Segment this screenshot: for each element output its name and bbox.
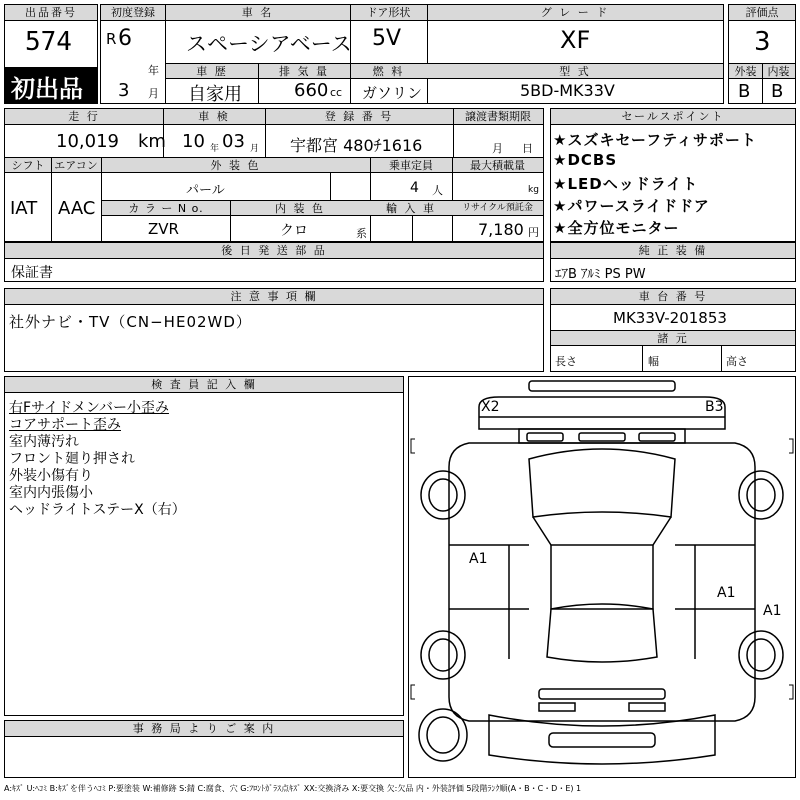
ext-label: 外装 [729, 64, 762, 79]
shift-value: IAT [10, 198, 38, 219]
transfer-day: 日 [522, 142, 533, 155]
recycle-value: 7,180 [478, 220, 524, 239]
disp-unit: cc [330, 86, 343, 99]
inspector-line: 室内薄汚れ [9, 434, 79, 450]
chassis-value: MK33V-201853 [613, 309, 727, 327]
inspector-box [4, 376, 404, 716]
mileage-label: 走 行 [5, 109, 163, 125]
later-parts-box [4, 242, 544, 282]
int-label: 内装 [762, 64, 795, 79]
inspection-year-unit: 年 [210, 144, 220, 154]
notes-label: 注 意 事 項 欄 [5, 289, 543, 305]
damage-mark: A1 [469, 551, 488, 567]
sales-point-item: ★全方位モニター [553, 219, 680, 237]
legend-text: A:ｷｽﾞ U:ﾍｺﾐ B:ｷｽﾞを伴うﾍｺﾐ P:要塗装 W:補修跡 S:錆 C:腐食、穴 G:ﾌﾛﾝﾄｶﾞﾗｽ点ｷｽﾞ XX:交換済み X:要交換 欠:欠品 内・外装評価 5段階ﾗﾝｸ順(A・B・C・D・E) 1 [4, 784, 582, 793]
plate-value: 宇都宮 480ﾁ1616 [290, 136, 423, 155]
shift-label: シフト [5, 158, 51, 173]
inspection-label: 車 検 [163, 109, 265, 125]
load-label: 最大積載量 [452, 158, 543, 173]
int-value: B [771, 81, 784, 102]
ext-value: B [738, 81, 751, 102]
sales-point-item: ★DCBS [553, 151, 618, 169]
car-outline-diagram [409, 377, 795, 777]
equipment-label: 純 正 装 備 [551, 243, 795, 259]
sales-points-label: セールスポイント [551, 109, 795, 125]
score-value: 3 [754, 27, 771, 57]
sales-point-item: ★スズキセーフティサポート [553, 131, 757, 149]
capacity-value: 4 [410, 180, 419, 196]
capacity-label: 乗車定員 [370, 158, 452, 173]
reg-era: R [106, 30, 117, 48]
sales-point-item: ★パワースライドドア [553, 197, 710, 215]
interior-value: クロ [280, 223, 308, 239]
grade-label: グ レ ー ド [427, 5, 723, 21]
transfer-month: 月 [492, 142, 503, 155]
inspector-line: 右Fサイドメンバー小歪み [9, 400, 169, 416]
door-label: ドア形状 [350, 5, 427, 21]
damage-mark: A1 [763, 603, 782, 619]
load-unit: kg [528, 185, 539, 195]
damage-mark: X2 [481, 399, 500, 415]
office-box [4, 720, 404, 778]
door-value: 5V [372, 26, 402, 51]
disp-value: 660 [294, 80, 329, 101]
year-unit: 年 [148, 64, 159, 77]
width-label: 幅 [648, 355, 659, 368]
transfer-label: 譲渡書類期限 [453, 109, 543, 125]
ac-value: AAC [58, 198, 96, 219]
lot-box [4, 4, 98, 104]
recycle-label: リサイクル預託金 [452, 201, 543, 216]
lot-label: 出品番号 [5, 5, 97, 21]
chassis-label: 車 台 番 号 [551, 289, 795, 305]
exterior-label: 外 装 色 [101, 158, 370, 173]
fuel-label: 燃 料 [350, 64, 427, 79]
notes-value: 社外ナビ・TV（CN−HE02WD） [9, 313, 252, 331]
later-parts-label: 後 日 発 送 部 品 [5, 243, 543, 259]
inspector-line: ヘッドライトステーX（右） [9, 502, 186, 518]
damage-mark: B3 [705, 399, 724, 415]
plate-label: 登 録 番 号 [265, 109, 453, 125]
mileage-unit: km [138, 131, 166, 152]
score-box [728, 4, 796, 104]
disp-label: 排 気 量 [258, 64, 350, 79]
import-label: 輸 入 車 [370, 201, 452, 216]
color-no-value: ZVR [148, 220, 179, 238]
inspector-line: フロント廻り押され [9, 451, 135, 467]
equipment-value: ｴｱB ｱﾙﾐ PS PW [555, 267, 646, 282]
lot-number: 574 [25, 27, 72, 57]
chassis-box [550, 288, 796, 372]
inspection-month: 03 [222, 131, 245, 152]
sales-points-box [550, 108, 796, 242]
reg-month: 3 [118, 80, 130, 101]
model-value: 5BD-MK33V [520, 81, 615, 100]
interior-label: 内 装 色 [230, 201, 370, 216]
model-label: 型 式 [427, 64, 723, 79]
car-diagram [408, 376, 796, 778]
dims-label: 諸 元 [551, 331, 795, 346]
inspector-label: 検 査 員 記 入 欄 [5, 377, 403, 393]
office-label: 事 務 局 よ り ご 案 内 [5, 721, 403, 737]
first-listing-text: 初出品 [11, 75, 83, 103]
color-no-label: カ ラ ー N o. [102, 201, 230, 216]
ac-label: エアコン [51, 158, 101, 173]
inspector-line: コアサポート歪み [9, 417, 121, 433]
reg-year: 6 [118, 26, 132, 51]
inspection-year: 10 [182, 131, 205, 152]
sales-point-item: ★LEDヘッドライト [553, 175, 699, 193]
length-label: 長さ [555, 355, 577, 368]
inspection-month-unit: 月 [250, 144, 260, 154]
row2-box [4, 108, 544, 242]
name-value: スペーシアベース [186, 32, 352, 56]
inspector-line: 室内内張傷小 [9, 485, 93, 501]
month-unit: 月 [148, 87, 159, 100]
later-parts-value: 保証書 [11, 265, 53, 281]
inspector-line: 外装小傷有り [9, 468, 93, 484]
notes-box [4, 288, 544, 372]
grade-value: XF [560, 26, 591, 54]
history-label: 車 歴 [166, 64, 258, 79]
height-label: 高さ [726, 355, 748, 368]
fuel-value: ガソリン [362, 84, 423, 102]
exterior-value: パール [186, 183, 225, 198]
equipment-box [550, 242, 796, 282]
interior-unit: 系 [356, 227, 367, 240]
damage-mark: A1 [717, 585, 736, 601]
name-label: 車 名 [165, 5, 350, 21]
mileage-value: 10,019 [56, 131, 119, 152]
recycle-unit: 円 [528, 226, 539, 239]
capacity-unit: 人 [432, 184, 443, 197]
history-value: 自家用 [188, 84, 242, 105]
reg-label: 初度登録 [101, 5, 165, 21]
score-label: 評価点 [729, 5, 795, 21]
